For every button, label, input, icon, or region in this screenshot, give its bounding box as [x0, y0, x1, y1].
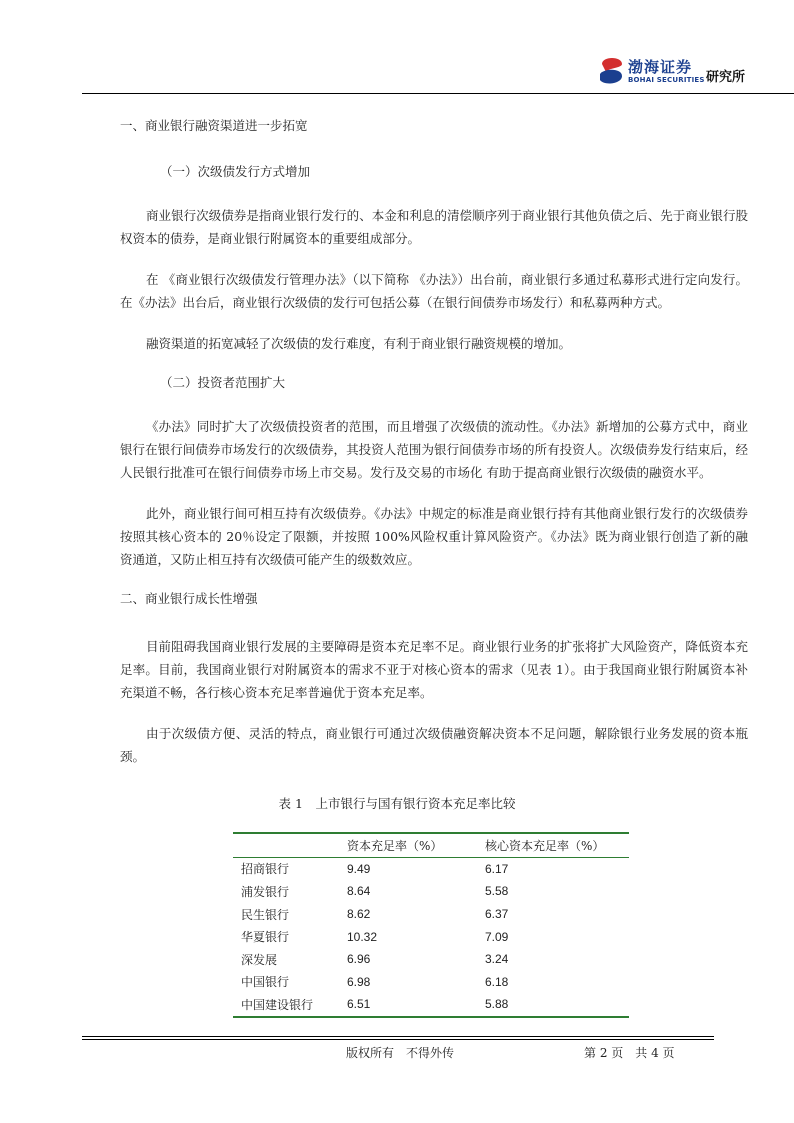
- core-car-cell: 3.24: [485, 952, 509, 967]
- bank-name-cell: 中国建设银行: [241, 997, 314, 1012]
- section-2-heading: 二、商业银行成长性增强: [120, 591, 258, 606]
- column-header: 核心资本充足率（%）: [485, 838, 605, 853]
- car-cell: 9.49: [347, 861, 371, 876]
- section-1-2-heading: （二）投资者范围扩大: [160, 375, 286, 390]
- paragraph-2: 在 《商业银行次级债发行管理办法》（以下简称 《办法》）出台前，商业银行多通过私募形式进行定向发行。在《办法》出台后，商业银行次级债的发行可包括公募（在银行间债券市场发行）和私募两种方式。: [120, 272, 748, 310]
- logo-institute: 研究所: [706, 70, 746, 85]
- car-cell: 6.96: [347, 952, 371, 967]
- core-car-cell: 6.18: [485, 974, 509, 989]
- bank-name-cell: 招商银行: [241, 862, 290, 877]
- paragraph-4: 《办法》同时扩大了次级债投资者的范围，而且增强了次级债的流动性。《办法》新增加的公募方式中，商业银行在银行间债券市场发行的次级债券，其投资人范围为银行间债券市场的所有投资人。次级债券发行结束后，经人民银行批准可在银行间债券市场上市交易。发行及交易的市场化 有助于提高商业银行次级债的融资水平。: [120, 419, 748, 480]
- bohai-securities-logo: [598, 54, 778, 90]
- section-1-heading: 一、商业银行融资渠道进一步拓宽: [120, 118, 308, 133]
- table-row: [233, 993, 629, 1017]
- table-row: [233, 857, 629, 880]
- paragraph-5: 此外，商业银行间可相互持有次级债券。《办法》中规定的标准是商业银行持有其他商业银行发行的次级债券按照其核心资本的 20％设定了限额，并按照 100%风险权重计算风险资产。《办法》既为商业银行创造了新的融资通道，又防止相互持有次级债可能产生的级数效应。: [120, 506, 748, 567]
- footer-divider: [82, 1036, 714, 1037]
- logo-chinese-name: 渤海证券: [628, 58, 693, 76]
- header-divider: [82, 93, 794, 94]
- car-cell: 8.62: [347, 907, 371, 922]
- car-cell: 6.98: [347, 974, 371, 989]
- car-cell: 10.32: [347, 929, 378, 944]
- document-body: [120, 116, 748, 786]
- bank-name-cell: 华夏银行: [241, 930, 290, 945]
- column-header: 资本充足率（%）: [347, 838, 443, 853]
- core-car-cell: 6.37: [485, 907, 509, 922]
- section-1-1-heading: （一）次级债发行方式增加: [160, 164, 311, 179]
- table-row: [233, 948, 629, 971]
- table-row: [233, 903, 629, 926]
- paragraph-3: 融资渠道的拓宽减轻了次级债的发行难度，有利于商业银行融资规模的增加。: [146, 336, 572, 351]
- footer-divider: [82, 1039, 714, 1040]
- footer-page-number: 第 2 页 共 4 页: [584, 1046, 675, 1060]
- paragraph-1: 商业银行次级债券是指商业银行发行的、本金和利息的清偿顺序列于商业银行其他负债之后、先于商业银行股权资本的债券，是商业银行附属资本的重要组成部分。: [120, 208, 748, 246]
- page-header: [0, 0, 794, 100]
- column-header: [233, 833, 339, 857]
- logo-english-name: BOHAI SECURITIES: [628, 76, 705, 84]
- table-header-row: [233, 833, 629, 857]
- car-cell: 6.51: [347, 997, 371, 1012]
- table-caption: 表 1 上市银行与国有银行资本充足率比较: [278, 796, 516, 811]
- paragraph-7: 由于次级债方便、灵活的特点，商业银行可通过次级债融资解决资本不足问题，解除银行业务发展的资本瓶颈。: [120, 726, 748, 764]
- core-car-cell: 5.58: [485, 884, 509, 899]
- bank-name-cell: 民生银行: [241, 907, 290, 922]
- bohai-logo-icon: [598, 54, 626, 88]
- table-row: [233, 971, 629, 994]
- capital-adequacy-table: [233, 832, 629, 1018]
- bank-name-cell: 浦发银行: [241, 884, 290, 899]
- core-car-cell: 5.88: [485, 997, 509, 1012]
- car-cell: 8.64: [347, 884, 371, 899]
- paragraph-6: 目前阻碍我国商业银行发展的主要障碍是资本充足率不足。商业银行业务的扩张将扩大风险资产，降低资本充足率。目前，我国商业银行对附属资本的需求不亚于对核心资本的需求（见表 1）。由于我国商业银行附属资本补充渠道不畅，各行核心资本充足率普遍优于资本充足率。: [120, 639, 748, 700]
- table-row: [233, 880, 629, 903]
- bank-name-cell: 深发展: [241, 952, 278, 967]
- core-car-cell: 6.17: [485, 861, 509, 876]
- table-row: [233, 925, 629, 948]
- core-car-cell: 7.09: [485, 929, 509, 944]
- bank-name-cell: 中国银行: [241, 975, 290, 990]
- footer-copyright: 版权所有 不得外传: [346, 1046, 455, 1060]
